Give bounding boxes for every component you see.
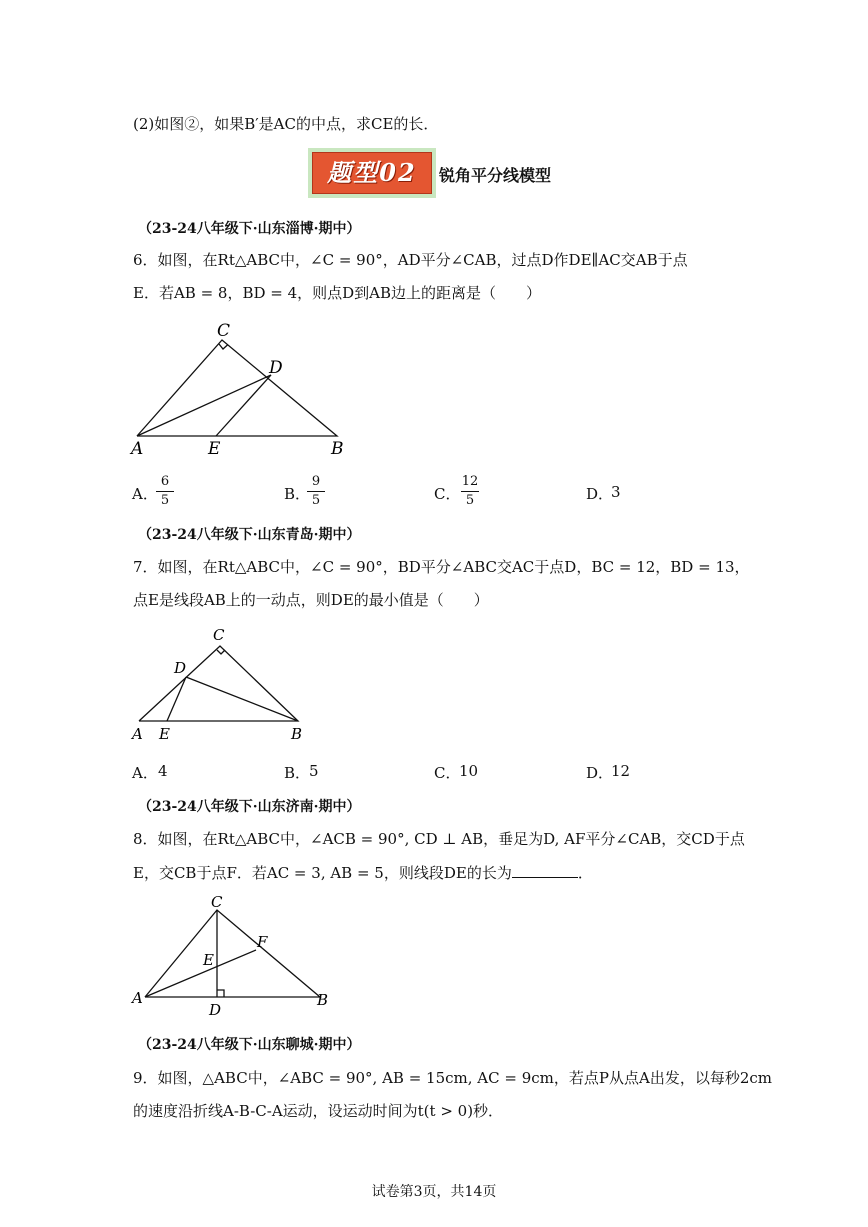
q9-source: （23-24八年级下·山东聊城·期中） [138, 1037, 361, 1053]
q6-segment-de [216, 375, 271, 436]
q8-line2-text: E，交CB于点F．若AC = 3, AB = 5，则线段DE的长为 [133, 864, 512, 882]
q6-label-b: B [331, 439, 344, 459]
q7-option-b-letter: B． [284, 764, 311, 782]
q8-label-b: B [317, 991, 329, 1009]
q8-line2-end: ． [577, 864, 593, 882]
q6-label-a: A [131, 439, 144, 459]
q8-label-a: A [132, 989, 143, 1007]
q8-label-d: D [209, 1001, 222, 1019]
q6-option-b-numerator: 9 [311, 474, 321, 489]
q6-label-c: C [217, 321, 231, 341]
q7-segment-bd [186, 677, 298, 721]
q6-option-c-fraction [459, 474, 481, 509]
q6-source: （23-24八年级下·山东淄博·期中） [138, 221, 361, 237]
q8-right-angle-mark [217, 990, 224, 997]
q7-label-b: B [291, 725, 303, 743]
q6-right-angle-mark [219, 344, 228, 349]
q6-option-b-letter: B． [284, 485, 311, 503]
section-title: 锐角平分线模型 [439, 166, 552, 185]
q6-figure [125, 315, 365, 460]
q6-option-a-numerator: 6 [160, 474, 170, 489]
q8-source: （23-24八年级下·山东济南·期中） [138, 799, 361, 815]
q9-line1: 9．如图，△ABC中，∠ABC = 90°, AB = 15cm, AC = 9cm，若点P从点A出发，以每秒2cm [133, 1069, 772, 1087]
q7-option-c-letter: C． [434, 764, 461, 782]
q7-figure [125, 622, 315, 747]
q7-line2: 点E是线段AB上的一动点，则DE的最小值是（ ） [133, 591, 489, 609]
q8-figure [125, 893, 340, 1023]
q8-segment-af [145, 950, 256, 997]
q6-option-c-numerator: 12 [461, 474, 479, 489]
q7-right-angle-mark [217, 650, 225, 654]
section-badge [308, 148, 436, 198]
q7-label-e: E [159, 725, 170, 743]
q7-option-d-letter: D． [586, 764, 614, 782]
q6-option-b-denominator: 5 [311, 493, 321, 508]
q7-source: （23-24八年级下·山东青岛·期中） [138, 527, 361, 543]
q8-answer-blank[interactable] [512, 863, 578, 878]
q8-line1: 8．如图，在Rt△ABC中，∠ACB = 90°, CD ⊥ AB，垂足为D, AF平分∠CAB，交CD于点 [133, 830, 745, 848]
q7-option-a-letter: A． [132, 764, 158, 782]
q6-option-c-letter: C． [434, 485, 461, 503]
q8-label-f: F [257, 933, 268, 951]
q7-triangle-abc [139, 646, 298, 721]
q7-option-d-value: 12 [611, 762, 631, 780]
q6-label-e: E [208, 439, 221, 459]
q7-label-a: A [132, 725, 143, 743]
q7-option-b-value: 5 [309, 762, 319, 780]
q8-line2 [133, 863, 593, 883]
q7-segment-de [167, 677, 186, 721]
q8-label-e: E [203, 951, 214, 969]
q5-part2-text: (2)如图②，如果B′是AC的中点，求CE的长． [133, 115, 439, 133]
q6-triangle-abc [137, 340, 337, 436]
q6-option-d-value: 3 [611, 483, 621, 501]
q7-label-c: C [213, 626, 225, 644]
q7-option-a-value: 4 [158, 762, 168, 780]
q6-option-a-fraction [154, 474, 176, 509]
q6-segment-ad [137, 375, 271, 436]
q6-line1: 6．如图，在Rt△ABC中，∠C = 90°，AD平分∠CAB，过点D作DE∥AC交AB于点 [133, 251, 688, 269]
q8-label-c: C [211, 893, 223, 911]
q6-option-a-denominator: 5 [160, 493, 170, 508]
q9-line2: 的速度沿折线A-B-C-A运动，设运动时间为t(t > 0)秒． [133, 1102, 504, 1120]
q6-label-d: D [269, 358, 283, 378]
q7-line1: 7．如图，在Rt△ABC中，∠C = 90°，BD平分∠ABC交AC于点D，BC = 12，BD = 13， [133, 558, 750, 576]
q7-label-d: D [174, 659, 187, 677]
page-footer: 试卷第3页，共14页 [371, 1184, 497, 1200]
section-badge-label: 题型02 [312, 152, 432, 194]
q6-option-d-letter: D． [586, 485, 614, 503]
q6-option-b-fraction [305, 474, 327, 509]
q8-triangle-abc [145, 910, 320, 997]
q6-line2: E．若AB = 8，BD = 4，则点D到AB边上的距离是（ ） [133, 284, 542, 302]
q6-option-a-letter: A． [132, 485, 158, 503]
q7-option-c-value: 10 [459, 762, 479, 780]
q6-option-c-denominator: 5 [465, 493, 475, 508]
